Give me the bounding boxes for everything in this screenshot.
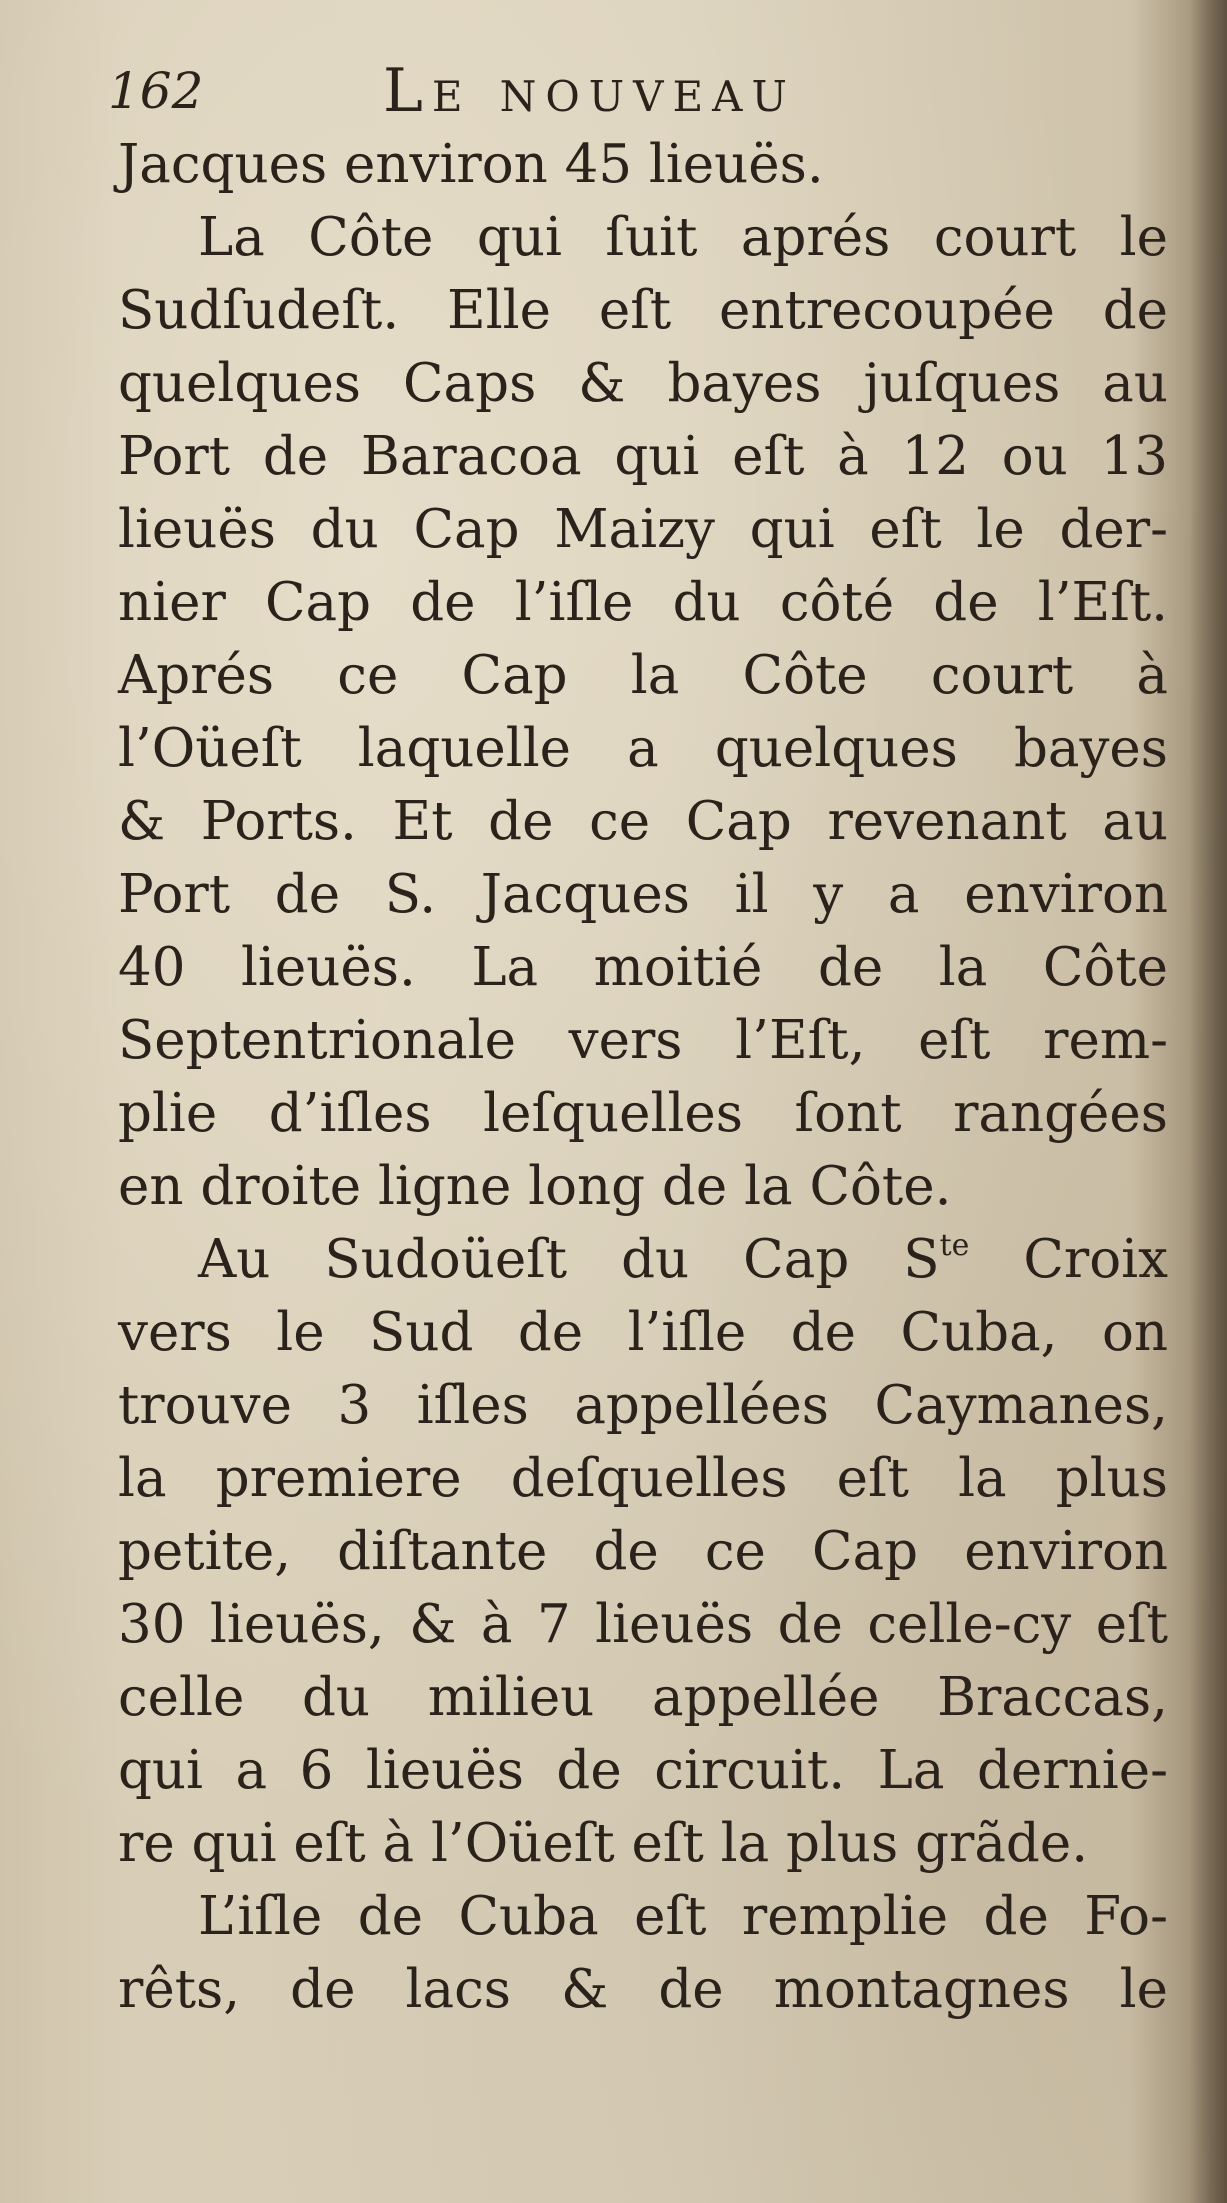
text-line	[118, 931, 1168, 1004]
text-line-content: Port de S. Jacques il y a environ	[118, 864, 1168, 925]
text-line	[118, 1004, 1168, 1077]
text-line	[118, 566, 1168, 639]
body-text	[118, 128, 1168, 2026]
page-header	[108, 56, 1168, 136]
text-line	[118, 1515, 1168, 1588]
text-line-content: & Ports. Et de ce Cap revenant au	[118, 791, 1168, 852]
text-line	[118, 1369, 1168, 1442]
text-line	[118, 274, 1168, 347]
page-number: 162	[108, 62, 204, 120]
text-line	[118, 347, 1168, 420]
text-line	[118, 639, 1168, 712]
text-line	[118, 785, 1168, 858]
text-line	[118, 1077, 1168, 1150]
text-line-continuation: Croix	[969, 1229, 1169, 1290]
text-line-content: petite, diſtante de ce Cap environ	[118, 1521, 1168, 1582]
text-line	[118, 1661, 1168, 1734]
text-line-content: celle du milieu appellée Braccas,	[118, 1667, 1168, 1728]
text-line	[118, 1442, 1168, 1515]
binding-shadow	[1189, 0, 1227, 2203]
text-line	[118, 1953, 1168, 2026]
text-line	[118, 420, 1168, 493]
running-title: Le nouveau	[383, 56, 796, 126]
text-line-content: lieuës du Cap Maizy qui eſt le der-	[118, 499, 1168, 560]
text-line	[118, 1588, 1168, 1661]
text-line-content: Jacques environ 45 lieuës.	[118, 134, 824, 195]
text-line-content: Port de Baracoa qui eſt à 12 ou 13	[118, 426, 1168, 487]
text-line	[118, 1223, 1168, 1296]
text-line	[118, 128, 1168, 201]
text-line	[118, 712, 1168, 785]
text-line-content: re qui eſt à l’Oüeſt eſt la plus grãde.	[118, 1813, 1089, 1874]
text-line-content: nier Cap de l’iſle du côté de l’Eſt.	[118, 572, 1168, 633]
text-line-content: trouve 3 iſles appellées Caymanes,	[118, 1375, 1168, 1436]
text-line-content: vers le Sud de l’iſle de Cuba, on	[118, 1302, 1168, 1363]
superscript: te	[939, 1228, 970, 1263]
text-line	[118, 1150, 1168, 1223]
text-line-content: rêts, de lacs & de montagnes le	[118, 1959, 1168, 2020]
text-line	[118, 1734, 1168, 1807]
text-line	[118, 1296, 1168, 1369]
text-line-content: Aprés ce Cap la Côte court à	[118, 645, 1168, 706]
text-line-content: qui a 6 lieuës de circuit. La dernie-	[118, 1740, 1168, 1801]
text-line	[118, 858, 1168, 931]
text-line-content: L’iſle de Cuba eſt remplie de Fo-	[198, 1886, 1168, 1947]
text-line-content: plie d’iſles leſquelles ſont rangées	[118, 1083, 1168, 1144]
text-line	[118, 493, 1168, 566]
text-line	[118, 1880, 1168, 1953]
text-line-content: 30 lieuës, & à 7 lieuës de celle-cy eſt	[118, 1594, 1168, 1655]
text-line	[118, 201, 1168, 274]
text-line-content: 40 lieuës. La moitié de la Côte	[118, 937, 1168, 998]
text-line-content: la premiere deſquelles eſt la plus	[118, 1448, 1168, 1509]
text-line-content: Au Sudoüeſt du Cap S	[198, 1229, 940, 1290]
text-line-content: Septentrionale vers l’Eſt, eſt rem-	[118, 1010, 1168, 1071]
text-line	[118, 1807, 1168, 1880]
text-line-content: La Côte qui ſuit aprés court le	[198, 207, 1168, 268]
text-line-content: en droite ligne long de la Côte.	[118, 1156, 952, 1217]
text-line-content: Sudſudeſt. Elle eſt entrecoupée de	[118, 280, 1168, 341]
text-line-content: l’Oüeſt laquelle a quelques bayes	[118, 718, 1168, 779]
text-line-content: quelques Caps & bayes juſques au	[118, 353, 1168, 414]
